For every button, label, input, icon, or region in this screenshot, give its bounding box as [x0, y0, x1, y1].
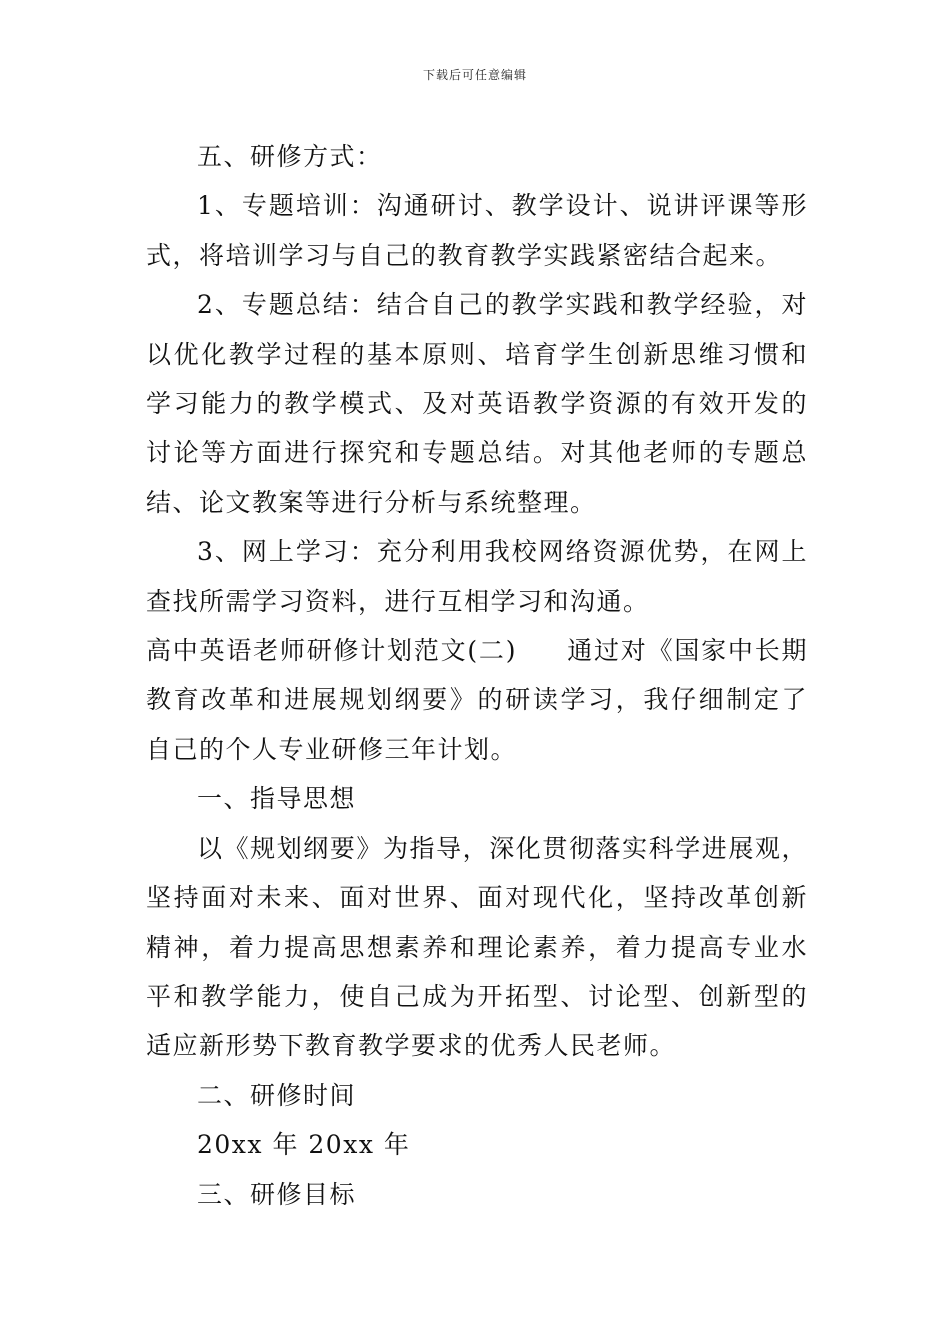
paragraph-topic-summary: 2、专题总结：结合自己的教学实践和教学经验，对以优化教学过程的基本原则、培育学生创新思维习惯和学习能力的教学模式、及对英语教学资源的有效开发的讨论等方面进行探究和专题总结。对其他老师的专题总结、论文教案等进行分析与系统整理。: [146, 290, 808, 517]
document-body: [146, 132, 808, 1219]
section-heading-guiding-ideology: 一、指导思想: [197, 784, 357, 814]
paragraph-topic-training: 1、专题培训：沟通研讨、教学设计、说讲评课等形式，将培训学习与自己的教育教学实践紧密结合起来。: [146, 191, 808, 270]
section-heading-study-methods: 五、研修方式：: [197, 142, 383, 171]
section-heading-study-time: 二、研修时间: [197, 1080, 357, 1110]
sample-intro-text: 通过对《国家中长期教育改革和进展规划纲要》的研读学习，我仔细制定了自己的个人专业研修三年计划。: [146, 636, 808, 764]
paragraph-online-learning: 3、网上学习：充分利用我校网络资源优势，在网上查找所需学习资料，进行互相学习和沟通。: [146, 537, 808, 616]
sample-title: 高中英语老师研修计划范文(二): [146, 636, 517, 666]
download-note: 下载后可任意编辑: [422, 68, 527, 82]
paragraph-guiding-ideology: 以《规划纲要》为指导，深化贯彻落实科学进展观，坚持面对未来、面对世界、面对现代化，坚持改革创新精神，着力提高思想素养和理论素养，着力提高专业水平和教学能力，使自己成为开拓型、讨论型、创新型的适应新形势下教育教学要求的优秀人民老师。: [146, 833, 808, 1061]
paragraph-study-years: 20xx 年 20xx 年: [197, 1130, 411, 1160]
section-heading-study-goals: 三、研修目标: [197, 1179, 357, 1209]
paragraph-sample-intro: [146, 626, 808, 774]
